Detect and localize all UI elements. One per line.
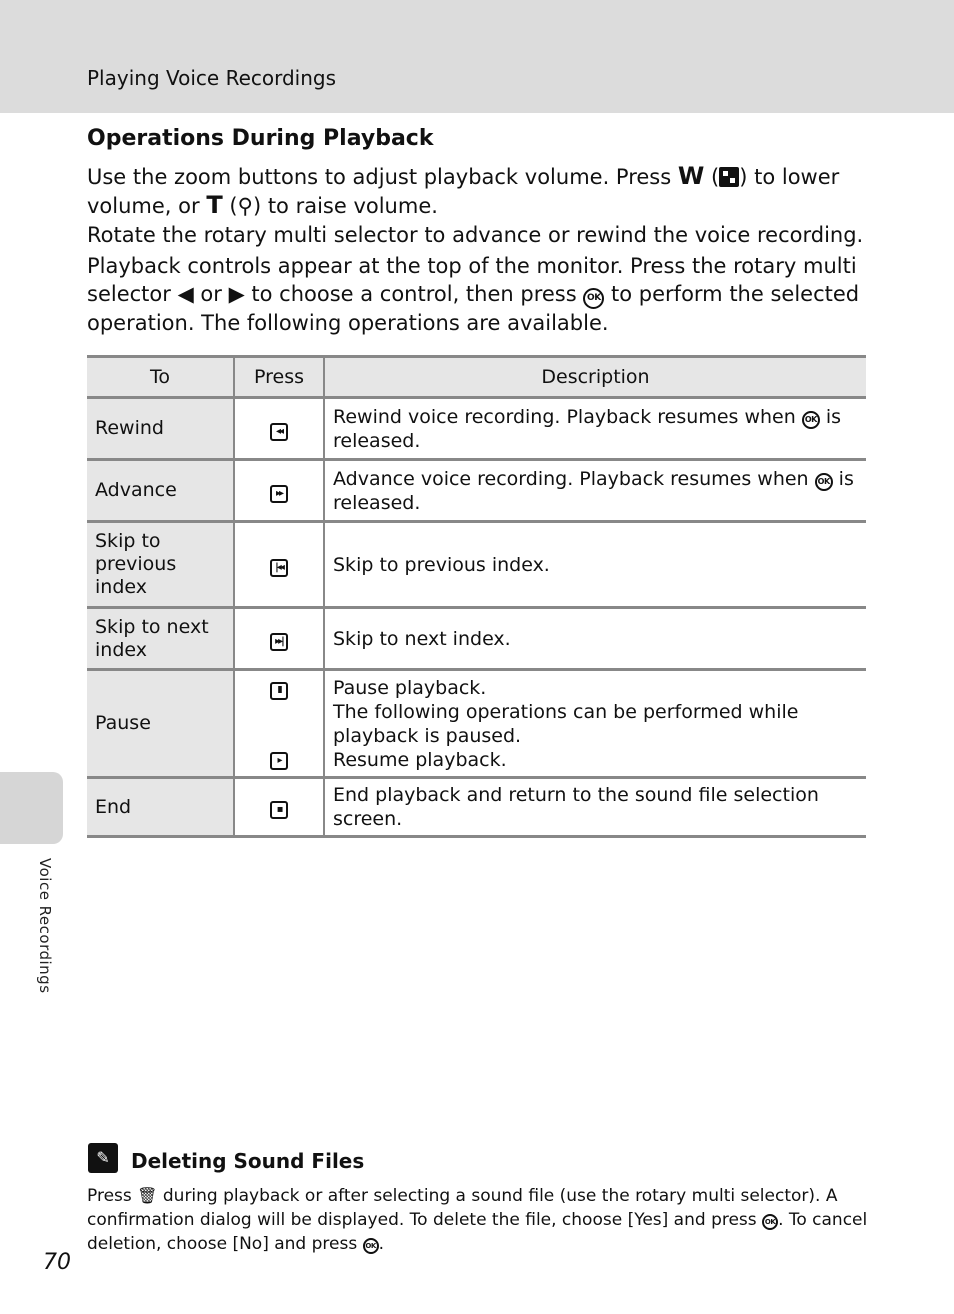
t-key: T [206,191,223,219]
row-action: Skip to next index [87,608,234,670]
table-row [87,670,866,778]
section-title: Operations During Playback [87,126,434,151]
table-row [87,522,866,608]
skip-previous-icon: |◂◂ [270,559,288,577]
page-number: 70 [43,1250,71,1275]
pause-icon: II [270,682,288,700]
note-pencil-icon: ✎ [88,1143,118,1173]
header-to: To [87,357,234,398]
ok-button-icon: OK [802,411,820,429]
play-icon: ▸ [270,752,288,770]
skip-next-icon: ▸▸| [270,633,288,651]
zoom-magnifier-icon: ⚲ [237,194,253,218]
row-action: End [87,778,234,837]
row-action: Pause [87,670,234,778]
table-row [87,778,866,837]
row-description: Advance voice recording. Playback resumes when OK is released. [324,460,866,522]
left-arrow-icon: ◀ [177,282,194,306]
trash-icon: 🗑 [137,1186,158,1205]
row-action: Rewind [87,398,234,460]
note-title: Deleting Sound Files [131,1149,365,1173]
header-press: Press [234,357,324,398]
paragraph-controls: Playback controls appear at the top of the monitor. Press the rotary multi selector ◀ or ▶ to choose a control, then press OK to perform the selected operation. The following operations are available. [87,254,860,335]
header-description: Description [324,357,866,398]
row-description: Skip to next index. [324,608,866,670]
header-band [0,0,954,113]
ok-button-icon: OK [583,288,604,309]
table-row [87,398,866,460]
paragraph-rotate: Rotate the rotary multi selector to advance or rewind the voice recording. [87,223,864,247]
row-description: Skip to previous index. [324,522,866,608]
page-header-title: Playing Voice Recordings [87,66,337,90]
row-action: Skip to previous index [87,522,234,608]
stop-icon: ▪ [270,801,288,819]
row-description: Pause playback. The following operations can be performed while playback is paused. Resume playback. [324,670,866,778]
rewind-icon: ◂◂ [270,423,288,441]
paragraph-volume: Use the zoom buttons to adjust playback volume. Press W ( ) to lower volume, or T (⚲) to raise volume. [87,162,840,219]
table-row [87,608,866,670]
note-body: Press 🗑 during playback or after selecting a sound file (use the rotary multi selector). A confirmation dialog will be displayed. To delete the file, choose [Yes] and press OK . To cancel deletion, choose [No] and press OK . [87,1186,868,1254]
operations-table [87,355,866,838]
ok-button-icon: OK [363,1238,379,1254]
right-arrow-icon: ▶ [228,282,245,306]
table-row [87,460,866,522]
advance-icon: ▸▸ [270,485,288,503]
thumbnail-grid-icon [719,167,739,187]
ok-button-icon: OK [762,1214,778,1230]
row-description: Rewind voice recording. Playback resumes when OK is released. [324,398,866,460]
side-tab-label: Voice Recordings [36,858,54,994]
row-action: Advance [87,460,234,522]
w-key: W [677,162,705,190]
side-tab [0,772,63,844]
table-header-row [87,357,866,398]
ok-button-icon: OK [815,473,833,491]
row-description: End playback and return to the sound file selection screen. [324,778,866,837]
